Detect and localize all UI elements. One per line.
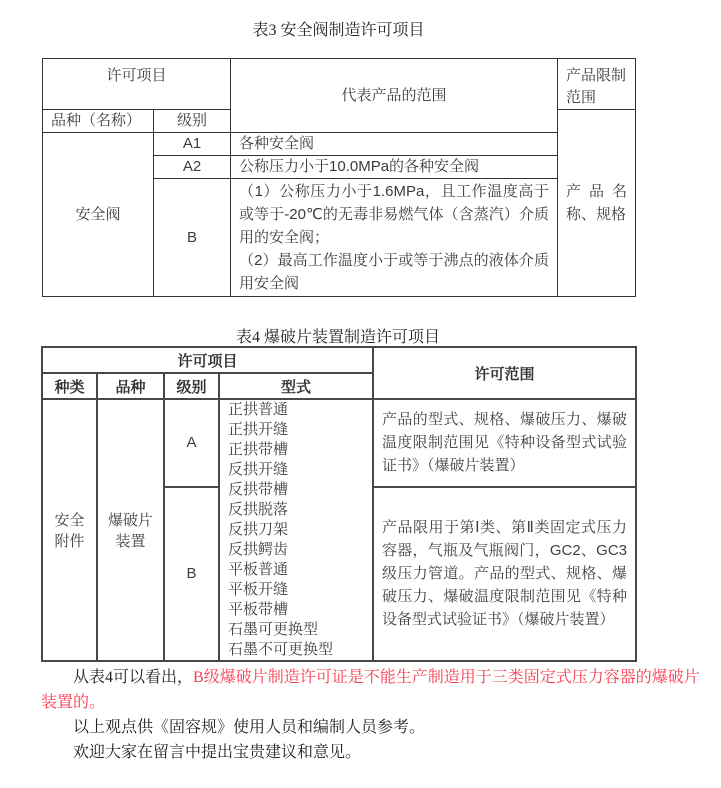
footer-paragraph-1 bbox=[41, 665, 703, 715]
t3-level-b: B bbox=[154, 179, 231, 297]
t4-type-item: 平板普通 bbox=[228, 561, 289, 578]
t3-level-a2: A2 bbox=[154, 156, 231, 179]
t3-scope-a1: 各种安全阀 bbox=[231, 133, 558, 156]
t4-type-item: 正拱带槽 bbox=[228, 441, 289, 458]
t4-type-item: 反拱开缝 bbox=[228, 461, 289, 478]
t4-header-kind: 种类 bbox=[42, 373, 97, 399]
t4-type-item: 反拱脱落 bbox=[228, 501, 289, 518]
table4-header-row-1 bbox=[42, 347, 636, 373]
footer-p1-red-text: B级爆破片制造许可证是不能生产制造用于三类固定式压力容器的爆破片装置的。 bbox=[41, 669, 700, 711]
t4-type-item: 反拱带槽 bbox=[228, 481, 289, 498]
t4-variety-value: 爆破片装置 bbox=[97, 399, 164, 661]
t3-header-license-item: 许可项目 bbox=[43, 59, 231, 110]
table4-rupture-disc-license bbox=[41, 346, 637, 662]
t4-type-list bbox=[219, 399, 373, 661]
t4-type-item: 反拱鳄齿 bbox=[228, 541, 289, 558]
t3-limit-value: 产品名称、规格 bbox=[558, 110, 636, 297]
footer-paragraph-3: 欢迎大家在留言中提出宝贵建议和意见。 bbox=[73, 744, 362, 761]
t4-type-item: 正拱普通 bbox=[228, 401, 289, 418]
t4-type-item: 石墨不可更换型 bbox=[228, 641, 334, 658]
t4-header-type: 型式 bbox=[219, 373, 373, 399]
t4-type-item: 平板开缝 bbox=[228, 581, 289, 598]
t3-header-limit: 产品限制范围 bbox=[558, 59, 636, 110]
t4-header-level: 级别 bbox=[164, 373, 219, 399]
footer-paragraph-2: 以上观点供《固容规》使用人员和编制人员参考。 bbox=[73, 719, 426, 736]
t4-type-item: 石墨可更换型 bbox=[228, 621, 319, 638]
t4-kind-value: 安全附件 bbox=[42, 399, 97, 661]
t3-header-level: 级别 bbox=[154, 110, 231, 133]
t4-type-item: 正拱开缝 bbox=[228, 421, 289, 438]
t3-scope-b-line1: （1）公称压力小于1.6MPa，且工作温度高于或等于-20℃的无毒非易燃气体（含蒸汽）介质用的安全阀； bbox=[239, 183, 550, 246]
table3-title: 表3 安全阀制造许可项目 bbox=[252, 22, 425, 39]
table3-row-a1 bbox=[43, 133, 636, 156]
t3-header-scope: 代表产品的范围 bbox=[231, 59, 558, 133]
t4-header-license-item: 许可项目 bbox=[42, 347, 373, 373]
t4-scope-a: 产品的型式、规格、爆破压力、爆破温度限制范围见《特种设备型式试验证书》（爆破片装置） bbox=[373, 399, 636, 487]
t4-type-item: 平板带槽 bbox=[228, 601, 289, 618]
footer-commentary bbox=[41, 665, 703, 765]
t3-scope-b bbox=[231, 179, 558, 297]
t3-scope-b-line2: （2）最高工作温度小于或等于沸点的液体介质用安全阀 bbox=[239, 252, 550, 292]
footer-p1-black-text: 从表4可以看出， bbox=[73, 669, 194, 686]
t4-level-a: A bbox=[164, 399, 219, 487]
t4-header-variety: 品种 bbox=[97, 373, 164, 399]
t3-level-a1: A1 bbox=[154, 133, 231, 156]
t4-level-b: B bbox=[164, 487, 219, 661]
table4-title: 表4 爆破片装置制造许可项目 bbox=[235, 329, 440, 346]
t3-variety-value: 安全阀 bbox=[43, 133, 154, 297]
t3-scope-a2: 公称压力小于10.0MPa的各种安全阀 bbox=[231, 156, 558, 179]
table3-safety-valve-license bbox=[42, 58, 636, 297]
t4-scope-b: 产品限用于第Ⅰ类、第Ⅱ类固定式压力容器，气瓶及气瓶阀门，GC2、GC3级压力管道。产品的型式、规格、爆破压力、爆破温度限制范围见《特种设备型式试验证书》（爆破片装置） bbox=[373, 487, 636, 661]
table3-header-row-1 bbox=[43, 59, 636, 110]
t3-header-variety: 品种（名称） bbox=[43, 110, 154, 133]
table4-row-a bbox=[42, 399, 636, 487]
t4-type-item: 反拱刀架 bbox=[228, 521, 289, 538]
t4-header-scope: 许可范围 bbox=[373, 347, 636, 399]
